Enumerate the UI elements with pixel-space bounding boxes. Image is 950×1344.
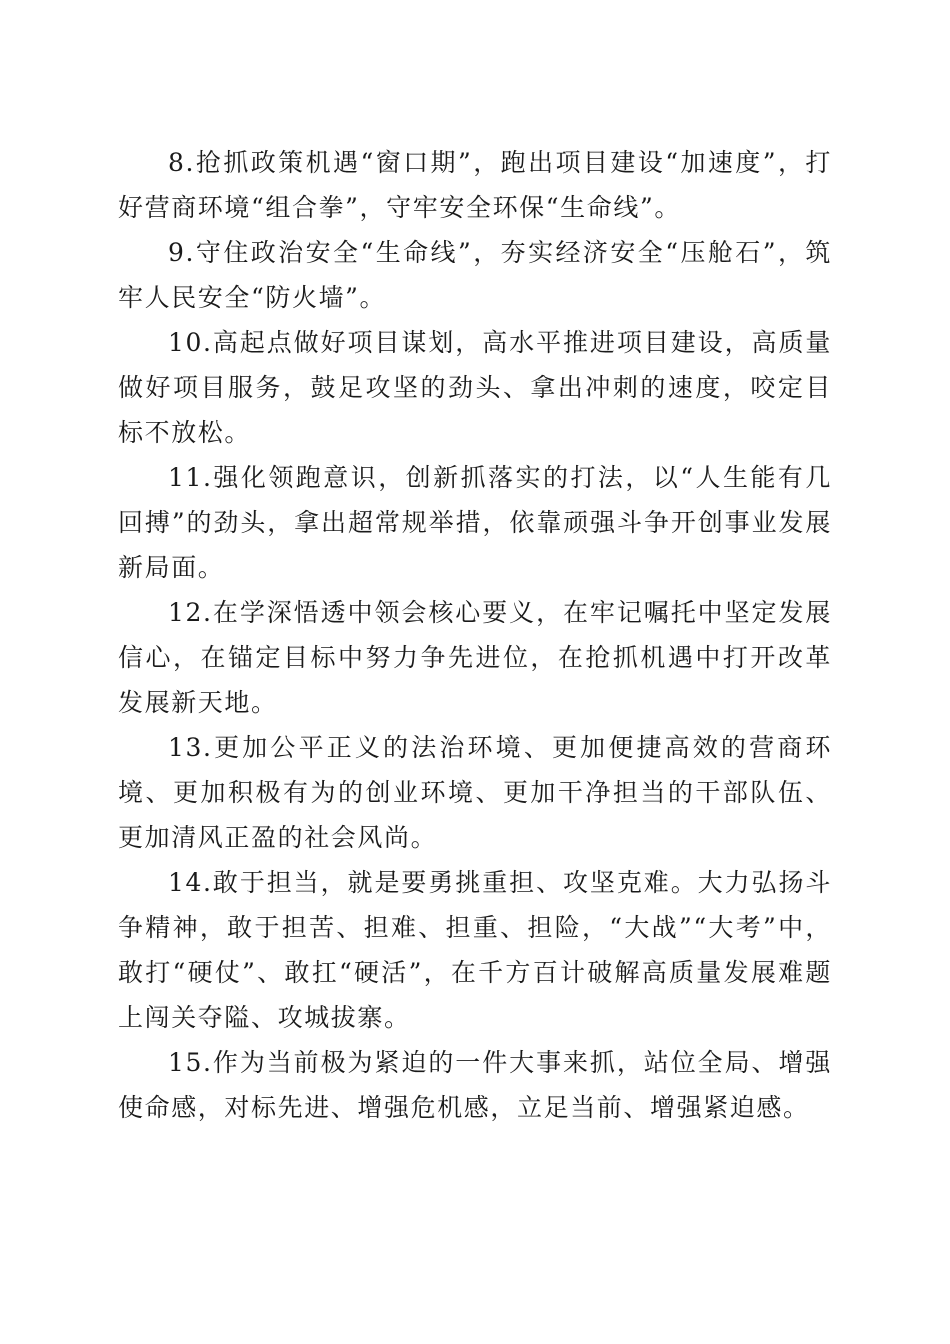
- paragraph-12: 12.在学深悟透中领会核心要义，在牢记嘱托中坚定发展信心，在锚定目标中努力争先进位，在抢抓机遇中打开改革发展新天地。: [118, 598, 832, 717]
- document-body: [118, 140, 832, 1130]
- paragraph-13: 13.更加公平正义的法治环境、更加便捷高效的营商环境、更加积极有为的创业环境、更加干净担当的干部队伍、更加清风正盈的社会风尚。: [118, 733, 832, 852]
- paragraph-10: 10.高起点做好项目谋划，高水平推进项目建设，高质量做好项目服务，鼓足攻坚的劲头、拿出冲刺的速度，咬定目标不放松。: [118, 328, 832, 447]
- paragraph-14: 14.敢于担当，就是要勇挑重担、攻坚克难。大力弘扬斗争精神，敢于担苦、担难、担重、担险，“大战”“大考”中，敢打“硬仗”、敢扛“硬活”，在千方百计破解高质量发展难题上闯关夺隘、攻城拔寨。: [118, 868, 832, 1032]
- paragraph-9: 9.守住政治安全“生命线”，夯实经济安全“压舱石”，筑牢人民安全“防火墙”。: [118, 238, 832, 312]
- paragraph-8: 8.抢抓政策机遇“窗口期”，跑出项目建设“加速度”，打好营商环境“组合拳”，守牢安全环保“生命线”。: [118, 148, 832, 222]
- paragraph-15: 15.作为当前极为紧迫的一件大事来抓，站位全局、增强使命感，对标先进、增强危机感，立足当前、增强紧迫感。: [118, 1048, 832, 1122]
- paragraph-11: 11.强化领跑意识，创新抓落实的打法，以“人生能有几回搏”的劲头，拿出超常规举措，依靠顽强斗争开创事业发展新局面。: [118, 463, 832, 582]
